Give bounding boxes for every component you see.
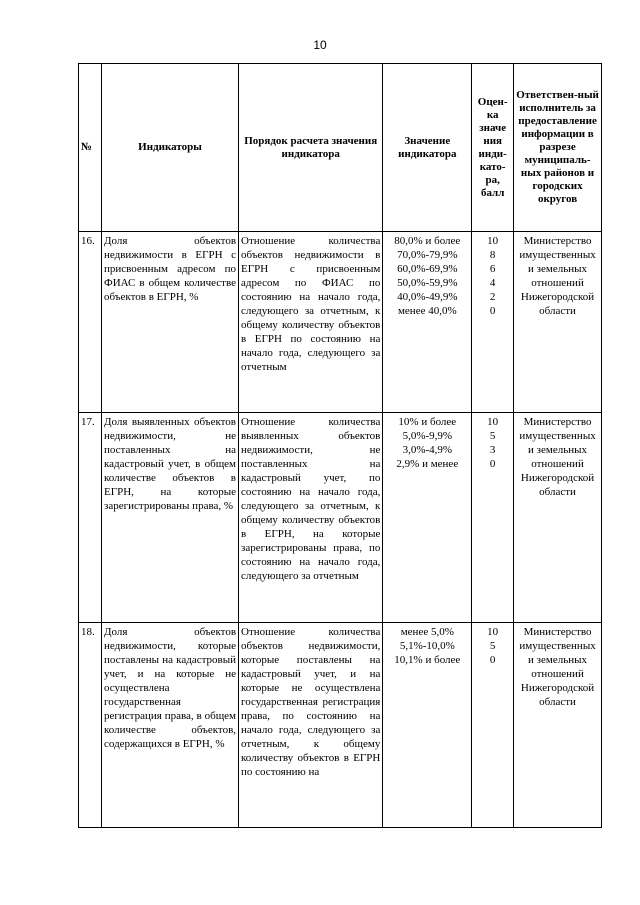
header-indicators: Индикаторы [102, 64, 239, 232]
value-cell [383, 413, 472, 623]
value-item: менее 5,0% [400, 626, 454, 638]
responsible-cell: Министерство имущественных и земельных отношений Нижегородской области [514, 413, 602, 623]
header-calc: Порядок расчета значения индикатора [239, 64, 383, 232]
indicators-table [78, 63, 602, 828]
score-item: 10 [487, 235, 499, 247]
score-item: 2 [489, 291, 496, 303]
table-row [79, 413, 602, 623]
table-row [79, 232, 602, 413]
score-item: 4 [489, 277, 496, 289]
value-item: 70,0%-79,9% [397, 249, 458, 261]
header-num: № [79, 64, 102, 232]
value-cell [383, 623, 472, 828]
value-cell [383, 232, 472, 413]
page-number: 10 [313, 38, 327, 52]
row-number: 16. [79, 232, 102, 413]
calc-cell: Отношение количества объектов недвижимости в ЕГРН с присвоенным адресом по ФИАС по состоянию на начало года, следующего за отчетным, к общему количеству объектов в ЕГРН по состоянию на начало года, следующего за отчетным [239, 232, 383, 413]
header-responsible: Ответствен-ный исполнитель за предоставление информации в разрезе муниципаль-ных районов и городских округов [514, 64, 602, 232]
value-item: 60,0%-69,9% [397, 263, 458, 275]
row-number: 17. [79, 413, 102, 623]
table-header-row [79, 64, 602, 232]
calc-cell: Отношение количества объектов недвижимости, которые поставлены на кадастровый учет, и на которые не осуществлена государственная регистрация права, по состоянию на начало года, следующего за отчетным, к общему количеству объектов в ЕГРН по состоянию на [239, 623, 383, 828]
score-item: 3 [489, 444, 496, 456]
score-cell [472, 232, 514, 413]
score-item: 0 [489, 654, 496, 666]
indicator-cell: Доля выявленных объектов недвижимости, не поставленных на кадастровый учет, в общем количестве объектов в ЕГРН, на которые зарегистрированы права, % [102, 413, 239, 623]
responsible-cell: Министерство имущественных и земельных отношений Нижегородской области [514, 623, 602, 828]
value-item: 10% и более [398, 416, 457, 428]
score-item: 0 [489, 305, 496, 317]
value-item: 5,0%-9,9% [402, 430, 453, 442]
score-item: 6 [489, 263, 496, 275]
value-item: менее 40,0% [397, 305, 457, 317]
value-item: 40,0%-49,9% [397, 291, 458, 303]
score-cell [472, 413, 514, 623]
score-item: 5 [489, 640, 496, 652]
value-item: 80,0% и более [394, 235, 461, 247]
indicator-cell: Доля объектов недвижимости в ЕГРН с присвоенным адресом по ФИАС в общем количестве объектов в ЕГРН, % [102, 232, 239, 413]
calc-cell: Отношение количества выявленных объектов недвижимости, не поставленных на кадастровый учет, по состоянию на начало года, следующего за отчетным, к общему количеству объектов в ЕГРН, на которые зарегистрированы права, по состоянию на начало года, следующего за отчетным [239, 413, 383, 623]
row-number: 18. [79, 623, 102, 828]
value-item: 10,1% и более [394, 654, 461, 666]
value-item: 2,9% и менее [396, 458, 459, 470]
header-score: Оцен-ка значе ния инди-като-ра, балл [472, 64, 514, 232]
score-item: 8 [489, 249, 496, 261]
responsible-cell: Министерство имущественных и земельных отношений Нижегородской области [514, 232, 602, 413]
value-item: 5,1%-10,0% [399, 640, 455, 652]
score-item: 10 [487, 416, 499, 428]
indicator-cell: Доля объектов недвижимости, которые поставлены на кадастровый учет, и на которые не осуществлена государственная регистрация права, в общем количестве объектов, содержащихся в ЕГРН, % [102, 623, 239, 828]
value-item: 50,0%-59,9% [397, 277, 458, 289]
score-item: 10 [487, 626, 499, 638]
score-item: 0 [489, 458, 496, 470]
table-row [79, 623, 602, 828]
header-value: Значение индикатора [383, 64, 472, 232]
score-cell [472, 623, 514, 828]
score-item: 5 [489, 430, 496, 442]
value-item: 3,0%-4,9% [402, 444, 453, 456]
